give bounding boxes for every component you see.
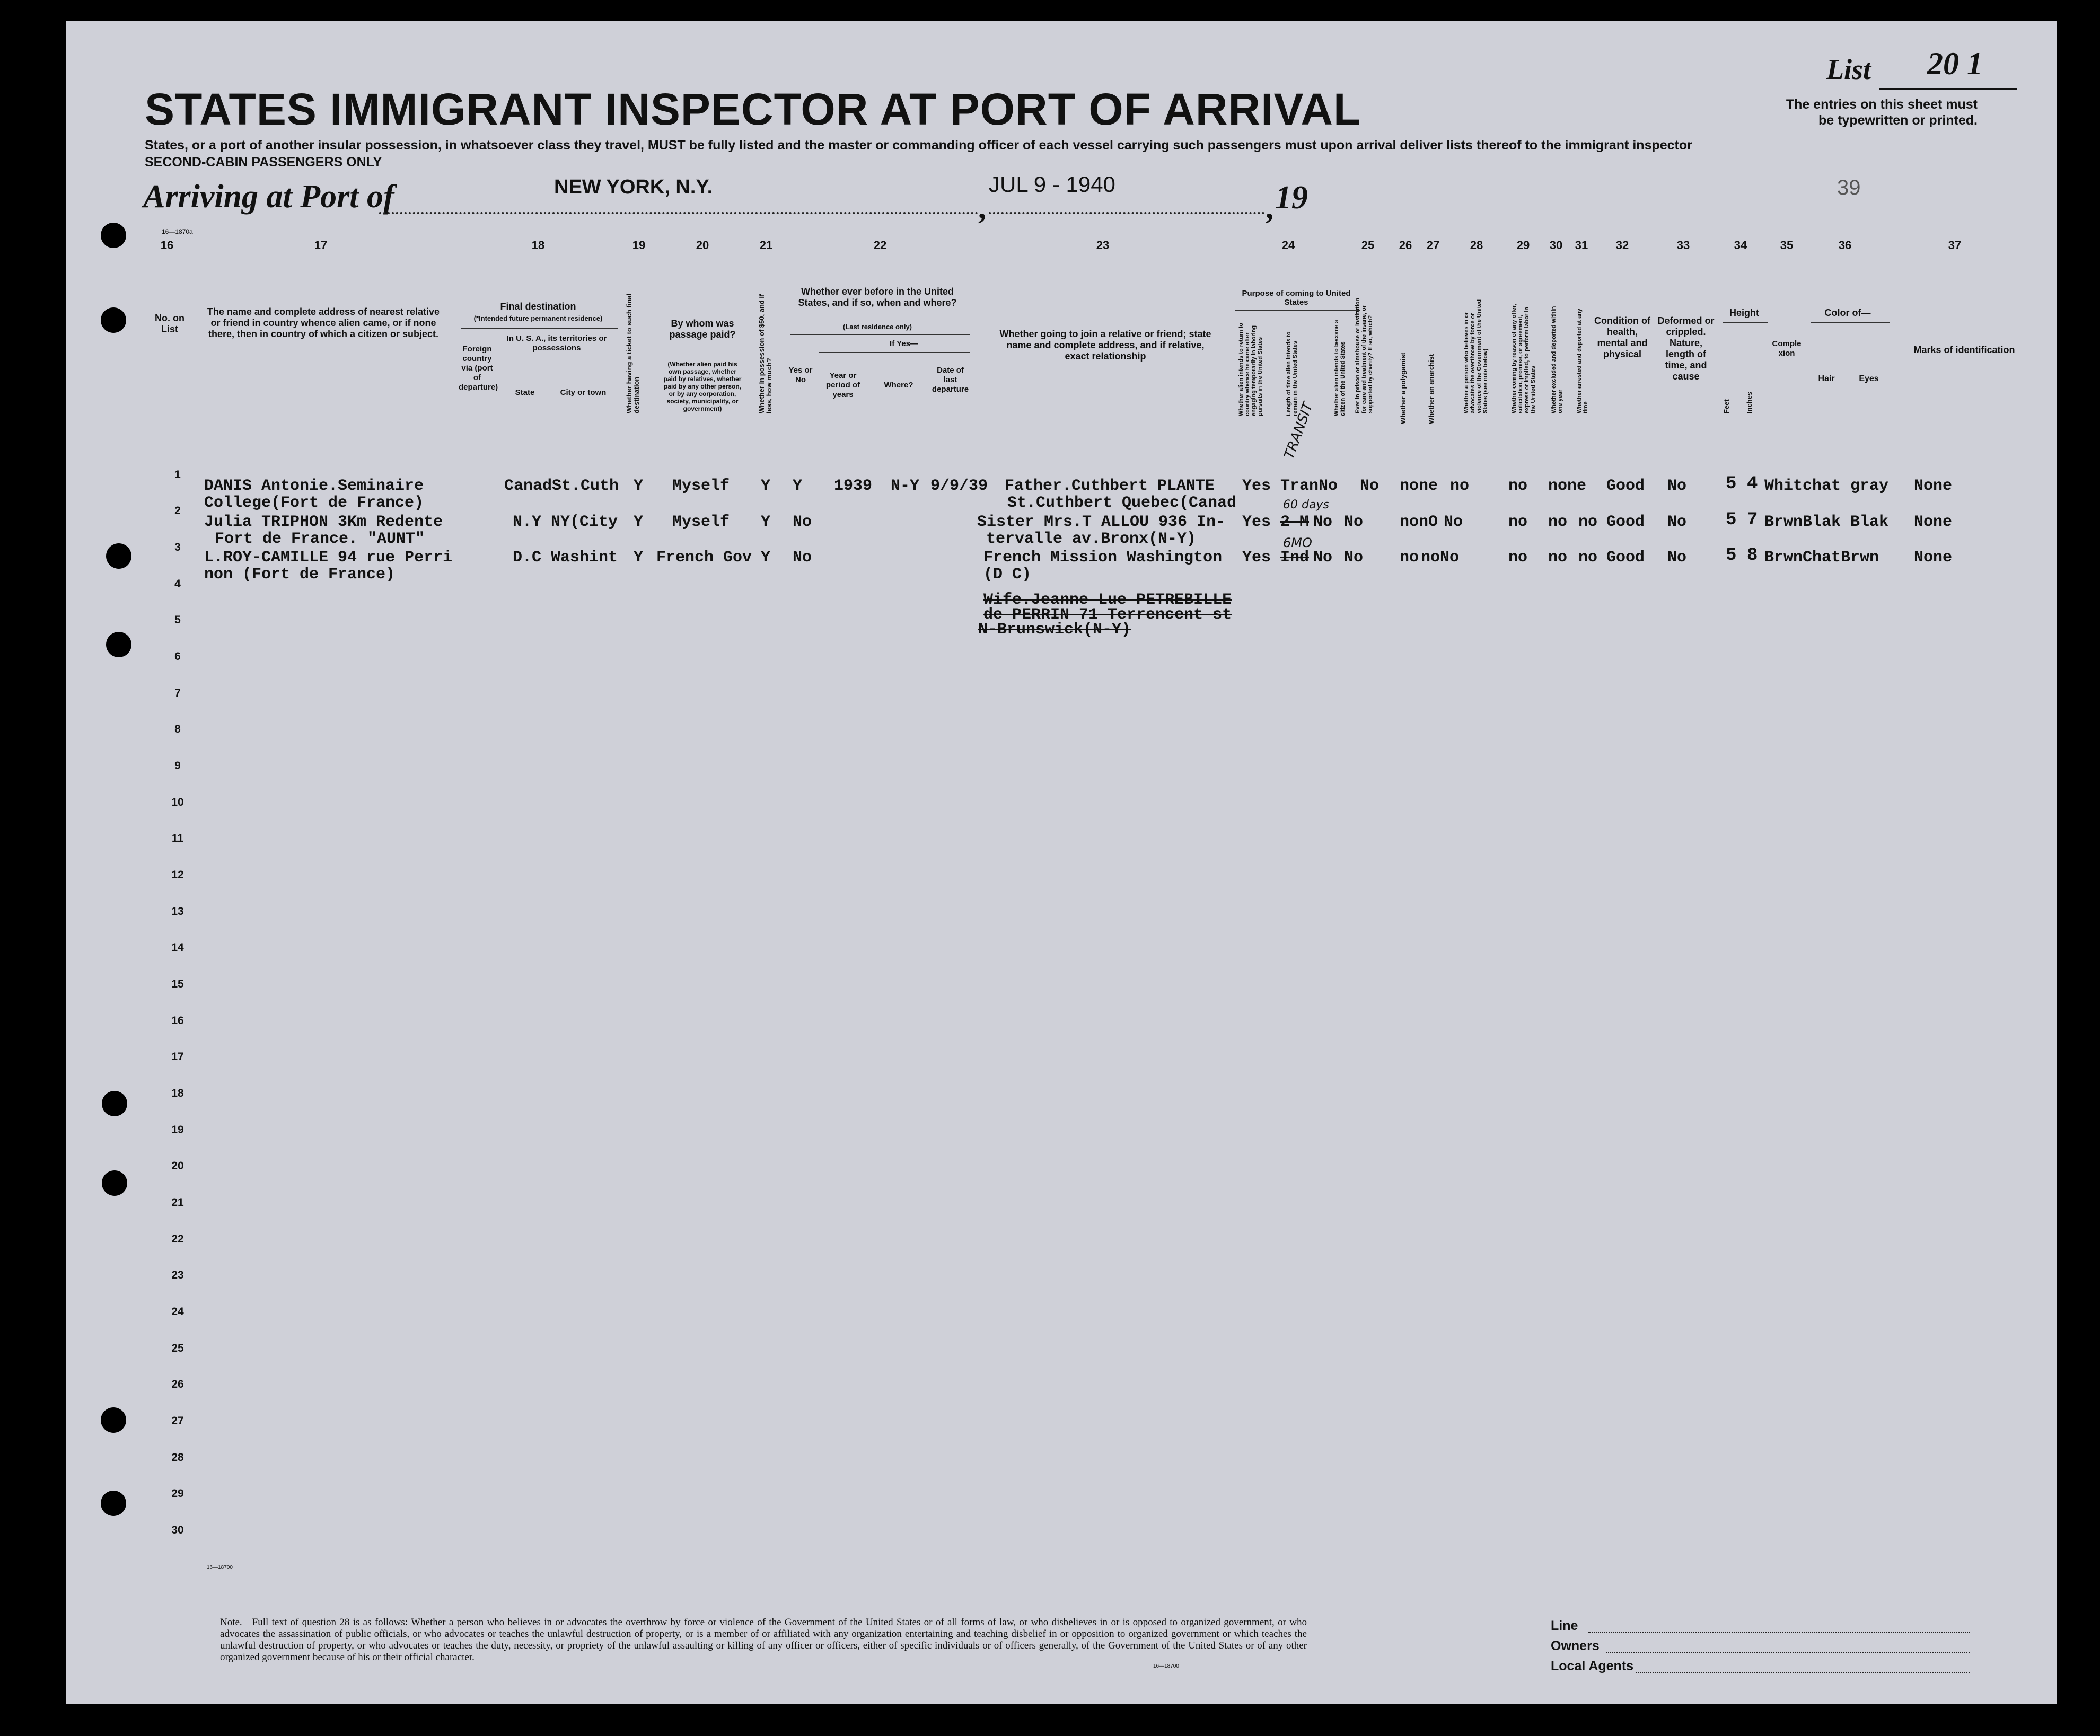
row-number: 11	[171, 832, 184, 844]
row-number: 14	[171, 941, 184, 954]
header-passage: By whom was passage paid?	[669, 318, 736, 340]
struck-line: Wife.Jeanne Lue PETREBILLE	[983, 591, 1232, 609]
header-anarchist: Whether an anarchist	[1427, 354, 1435, 424]
date-dotted-line	[989, 212, 1264, 214]
binder-hole	[0, 307, 25, 333]
col-num: 21	[759, 239, 773, 252]
form-code-left: 16—18700	[207, 1565, 233, 1571]
marks: None	[1914, 477, 1953, 495]
header-ticket: Whether having a ticket to such final destination	[625, 293, 640, 413]
joining-line: tervalle av.Bronx(N-Y)	[986, 530, 1197, 548]
line-field	[1588, 1632, 1970, 1633]
header-purpose-c: Whether alien intends to become a citizen of the United States	[1333, 320, 1346, 416]
rule	[1235, 310, 1360, 311]
header-eyes: Eyes	[1859, 374, 1879, 383]
row-number: 19	[171, 1124, 184, 1136]
binder-hole	[0, 620, 25, 646]
header-final-destination: Final destination	[500, 301, 576, 312]
header-prison: Ever in prison or almshouse or institution for care and treatment of the insane, or supported by charity? If so, which?	[1355, 297, 1374, 413]
prison: No	[1344, 513, 1364, 531]
col-num: 22	[873, 239, 887, 252]
q30: no	[1578, 513, 1598, 531]
port-value: NEW YORK, N.Y.	[554, 176, 713, 198]
row-number: 16	[171, 1015, 184, 1027]
row-number: 25	[171, 1342, 184, 1354]
row-number: 22	[171, 1233, 184, 1245]
list-number: 20 1	[1927, 46, 1983, 81]
col-num: 29	[1516, 239, 1530, 252]
col-num: 28	[1470, 239, 1483, 252]
header-city: City or town	[560, 388, 607, 397]
row-number: 30	[171, 1524, 184, 1536]
row-number: 24	[171, 1306, 184, 1318]
passage-paid: Myself	[672, 513, 730, 531]
row-number: 15	[171, 978, 184, 990]
ticket: Y	[634, 549, 644, 567]
relative-address-line: L.ROY-CAMILLE 94 rue Perri	[204, 549, 453, 567]
row-number: 13	[171, 905, 184, 918]
rule	[461, 328, 618, 329]
ever-before: No	[793, 513, 812, 531]
ever-before: Y	[793, 477, 803, 495]
marks: None	[1914, 549, 1953, 567]
height-inches: 7	[1747, 510, 1758, 530]
punch-hole	[106, 543, 131, 569]
marks: None	[1914, 513, 1953, 531]
cabin-class: SECOND-CABIN PASSENGERS ONLY	[145, 155, 382, 170]
height-inches: 4	[1747, 474, 1758, 494]
ticket: Y	[634, 477, 644, 495]
rule	[790, 334, 970, 335]
header-yes-no: Yes or No	[788, 366, 813, 384]
polygamist: no	[1400, 549, 1419, 567]
col-num: 36	[1838, 239, 1852, 252]
anarchist: noNo	[1421, 549, 1460, 567]
purpose: Yes	[1242, 513, 1271, 531]
punch-hole	[102, 1091, 127, 1116]
length-of-stay: TranNo	[1280, 477, 1338, 495]
joining-line: St.Cuthbert Quebec(Canad	[1007, 494, 1237, 512]
struck-line: de PERRIN 71 Terrencent st	[983, 606, 1232, 624]
where: N-Y	[891, 477, 920, 495]
col-num: 30	[1549, 239, 1563, 252]
citizen: No	[1313, 513, 1333, 531]
health: Good	[1606, 549, 1645, 567]
header-in-usa: In U. S. A., its territories or possessions	[506, 334, 607, 353]
col-num: 24	[1281, 239, 1295, 252]
col-num: 16	[160, 239, 174, 252]
manifest-sheet	[66, 21, 2057, 1704]
polygamist: no	[1450, 477, 1470, 495]
side-number: 39	[1837, 176, 1861, 199]
header-final-destination-sub: (*Intended future permanent residence)	[473, 314, 603, 322]
header-marks: Marks of identification	[1913, 345, 2015, 355]
row-number: 2	[174, 505, 181, 517]
binder-hole	[0, 1421, 25, 1446]
header-hair: Hair	[1818, 374, 1835, 383]
binder-hole	[0, 1492, 25, 1518]
row-number: 18	[171, 1087, 184, 1099]
row-number: 17	[171, 1051, 184, 1063]
binder-hole	[0, 223, 25, 248]
header-color-of: Color of—	[1824, 307, 1871, 318]
row-number: 3	[174, 541, 181, 553]
row-number: 23	[171, 1269, 184, 1281]
punch-hole	[106, 632, 131, 657]
header-possession: Whether in possession of $50, and if less, how much?	[758, 294, 773, 413]
header-no-on-list: No. on List	[155, 313, 184, 334]
header-year-period: Year or period of years	[825, 371, 860, 399]
purpose: Yes	[1242, 477, 1271, 495]
comma-2: ,	[1266, 190, 1273, 225]
col-num: 27	[1426, 239, 1440, 252]
header-height: Height	[1729, 307, 1759, 318]
col-num: 33	[1676, 239, 1690, 252]
header-ever-before-sub: (Last residence only)	[842, 323, 912, 331]
row-number: 1	[174, 469, 181, 481]
punch-hole	[101, 307, 126, 333]
row-number: 12	[171, 869, 184, 881]
arrival-date: JUL 9 - 1940	[989, 172, 1115, 197]
binder-hole	[0, 541, 25, 566]
row-number: 26	[171, 1378, 184, 1390]
row-number: 8	[174, 723, 181, 735]
col-num: 18	[531, 239, 545, 252]
q28: no	[1508, 549, 1528, 567]
arriving-label: Arriving at Port of	[143, 179, 394, 215]
row-number: 5	[174, 614, 181, 626]
purpose: Yes	[1242, 549, 1271, 567]
polygamist: nonO	[1400, 513, 1438, 531]
deformed: No	[1667, 513, 1687, 531]
punch-hole	[101, 1407, 126, 1433]
relative-address-line: Julia TRIPHON 3Km Redente	[204, 513, 443, 531]
header-feet: Feet	[1723, 399, 1730, 413]
header-ever-before: Whether ever before in the United States, and if so, when and where?	[798, 286, 957, 308]
form-code: 16—1870a	[162, 228, 193, 235]
height-feet: 5	[1726, 474, 1737, 494]
header-q30: Whether excluded and deported within one year	[1551, 306, 1563, 413]
punch-hole	[102, 1170, 127, 1196]
col-num: 37	[1948, 239, 1962, 252]
destination: N.Y NY(City	[513, 513, 618, 531]
money: Y	[761, 477, 771, 495]
relative-address-line: Fort de France. "AUNT"	[215, 530, 425, 548]
complexion-hair-eyes: Whitchat gray	[1764, 477, 1889, 495]
relative-address-line: non (Fort de France)	[204, 566, 396, 584]
citizen: No	[1360, 477, 1380, 495]
row-number: 27	[171, 1415, 184, 1427]
q30: no	[1578, 549, 1598, 567]
header-address: The name and complete address of nearest relative or friend in country whence alien came, or if none there, then in country of which a citizen or subject.	[207, 306, 440, 339]
passage-paid: Myself	[672, 477, 730, 495]
row-number: 29	[171, 1487, 184, 1500]
header-date-departure: Date of last departure	[932, 366, 969, 394]
header-polygamist: Whether a polygamist	[1399, 352, 1407, 424]
year: 1939	[834, 477, 873, 495]
col-num: 35	[1780, 239, 1794, 252]
complexion-hair-eyes: BrwnBlak Blak	[1764, 513, 1889, 531]
header-purpose-b: Length of time alien intends to remain in the United States	[1286, 331, 1298, 416]
header-passage-sub: (Whether alien paid his own passage, whether paid by relatives, whether paid by any other person, or by any corporation, society, municipality, or government)	[663, 360, 742, 412]
prison: No	[1344, 549, 1364, 567]
list-underline	[1879, 88, 2017, 90]
passage-paid: French Gov	[656, 549, 752, 567]
line-label: Line	[1551, 1618, 1578, 1633]
relative-address-line: DANIS Antonie.Seminaire	[204, 477, 424, 495]
health: Good	[1606, 477, 1645, 495]
col-num: 31	[1575, 239, 1588, 252]
header-condition: Condition of health, mental and physical	[1594, 315, 1650, 359]
money: Y	[761, 549, 771, 567]
length-of-stay: 2 M	[1280, 513, 1310, 531]
handwritten-6mo: 6MO	[1283, 535, 1312, 550]
header-joining: Whether going to join a relative or friend; state name and complete address, and if relative, exact relationship	[999, 329, 1211, 362]
struck-line: N-Brunswick(N-Y)	[978, 621, 1131, 639]
list-label: List	[1826, 54, 1871, 85]
deformed: No	[1667, 477, 1687, 495]
owners-field	[1606, 1652, 1970, 1653]
length-of-stay: Ind	[1280, 549, 1310, 567]
punch-hole	[101, 223, 126, 248]
departure-date: 9/9/39	[930, 477, 988, 495]
joining-line: (D C)	[983, 566, 1032, 584]
ticket: Y	[634, 513, 644, 531]
deformed: No	[1667, 549, 1687, 567]
joining-line: Father.Cuthbert PLANTE	[1005, 477, 1215, 495]
page-title: STATES IMMIGRANT INSPECTOR AT PORT OF ARRIVAL	[145, 84, 1361, 134]
anarchist: No	[1444, 513, 1463, 531]
header-q29: Whether coming by reason of any offer, solicitation, promise, or agreement, express or implied, to perform labor in the United States	[1511, 304, 1536, 413]
prison: none	[1400, 477, 1438, 495]
col-num: 23	[1096, 239, 1110, 252]
header-inches: Inches	[1745, 391, 1753, 413]
joining-line: French Mission Washington	[983, 549, 1223, 567]
year-prefix: 19	[1275, 180, 1308, 216]
destination: D.C Washint	[513, 549, 618, 567]
height-feet: 5	[1726, 545, 1737, 566]
header-purpose: Purpose of coming to United States	[1242, 289, 1351, 307]
row-number: 9	[174, 760, 181, 772]
header-q28: Whether a person who believes in or advocates the overthrow by force or violence of the Government of the United States (see note below)	[1463, 299, 1489, 413]
header-if-yes: If Yes—	[890, 339, 918, 348]
destination: CanadSt.Cuth	[504, 477, 619, 495]
header-where: Where?	[884, 381, 913, 390]
row-number: 28	[171, 1451, 184, 1464]
header-complexion: Complexion	[1772, 339, 1802, 358]
height-inches: 8	[1747, 545, 1758, 566]
header-q31: Whether arrested and deported at any time	[1576, 308, 1589, 413]
row-number: 7	[174, 687, 181, 699]
local-agents-label: Local Agents	[1551, 1659, 1634, 1673]
col-num: 20	[696, 239, 709, 252]
row-number: 10	[171, 796, 184, 808]
rule	[819, 352, 970, 353]
form-code-right: 16—18700	[1153, 1663, 1179, 1669]
header-foreign-country: Foreign country via (port of departure)	[459, 345, 498, 392]
rule	[1811, 322, 1890, 323]
height-feet: 5	[1726, 510, 1737, 530]
footnote: Note.—Full text of question 28 is as follows: Whether a person who believes in or advocates the overthrow by force or violence of the Government of the United States or of all forms of law, or who disbelieves in or is opposed to organized government, or who advocates the assassination of public officials, or who advocates or teaches the unlawful destruction of property, or is a member of or affiliated with any organization entertaining and teaching disbelief in or opposition to organized government or which teaches the unlawful destruction of property, or who advocates or teaches the duty, necessity, or propriety of the unlawful assaulting or killing of any officer or officers, either of specific individuals or of officers generally, of the Government of the United States or of any other organized government because of his or their official character.	[220, 1617, 1307, 1663]
q28: no	[1508, 477, 1528, 495]
q29: no	[1548, 513, 1568, 531]
row-number: 21	[171, 1196, 184, 1209]
instruction-text	[145, 137, 1735, 171]
row-number: 20	[171, 1160, 184, 1172]
rule	[1723, 322, 1768, 323]
joining-line: Sister Mrs.T ALLOU 936 In-	[977, 513, 1226, 531]
col-num: 19	[632, 239, 646, 252]
local-agents-field	[1636, 1672, 1970, 1673]
q29: no	[1548, 549, 1568, 567]
handwritten-transit: TRANSIT	[1281, 400, 1317, 461]
col-num: 32	[1615, 239, 1629, 252]
entries-note: The entries on this sheet must be typewritten or printed.	[1786, 97, 1978, 128]
instruction-line: States, or a port of another insular possession, in whatsoever class they travel, MUST be fully listed and the master or commanding officer of each vessel carrying such passengers must upon arrival deliver lists thereof to the immigrant inspector	[145, 138, 1692, 153]
col-num: 34	[1734, 239, 1747, 252]
citizen: No	[1313, 549, 1333, 567]
handwritten-60-days: 60 days	[1283, 498, 1329, 512]
col-num: 17	[314, 239, 328, 252]
ever-before: No	[793, 549, 812, 567]
relative-address-line: College(Fort de France)	[204, 494, 424, 512]
col-num: 25	[1361, 239, 1375, 252]
row-number: 6	[174, 650, 181, 663]
header-state: State	[515, 388, 535, 397]
money: Y	[761, 513, 771, 531]
complexion-hair-eyes: BrwnChatBrwn	[1764, 549, 1879, 567]
punch-hole	[101, 1491, 126, 1516]
header-purpose-a: Whether alien intends to return to country whence he came after engaging temporarily in laboring pursuits in the United States	[1238, 322, 1263, 416]
row-number: 4	[174, 578, 181, 590]
col-num: 26	[1399, 239, 1412, 252]
q29: none	[1548, 477, 1587, 495]
comma-1: ,	[978, 190, 986, 225]
header-deformed: Deformed or crippled. Nature, length of time, and cause	[1657, 315, 1715, 382]
q28: no	[1508, 513, 1528, 531]
port-dotted-line	[379, 212, 978, 214]
owners-label: Owners	[1551, 1638, 1600, 1653]
health: Good	[1606, 513, 1645, 531]
